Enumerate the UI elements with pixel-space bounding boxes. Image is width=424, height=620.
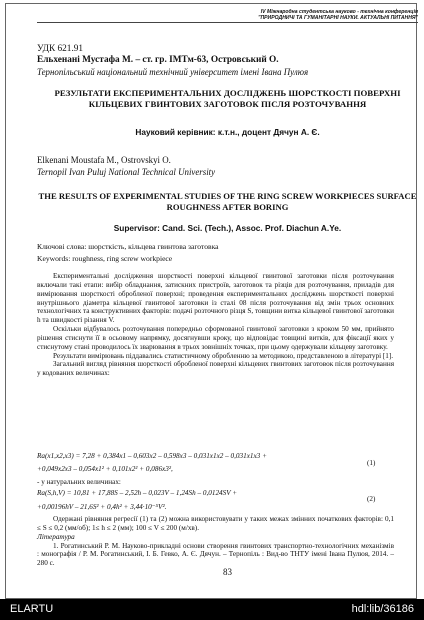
- equation-2-number: (2): [367, 495, 376, 503]
- header-rule: [37, 22, 418, 23]
- footer-repository-name: ELARTU: [10, 603, 54, 615]
- article-body: [37, 272, 394, 378]
- equation-1-line-1: [37, 452, 394, 460]
- keywords-ua: Ключові слова: шорсткість, кільцева гвинтова заготовка: [37, 242, 219, 251]
- paragraph: Оскільки відбувалось розточування попередньо сформованої гвинтової заготовки з кроком 50 мм, прийнято рішення стиснути її в осьовому напрямку, досягнувши кроку, що відповідає товщині витків, для фіксації яких у стиснутому стані проводилось їх зварювання в трьох зовнішніх точках, при цьому одержували кільцеву заготовку.: [37, 325, 394, 351]
- supervisor-ua: Науковий керівник: к.т.н., доцент Дячун А. Є.: [135, 127, 320, 137]
- equation-1-line-2: [37, 459, 394, 473]
- natural-units-intro: - у натуральних величинах:: [37, 478, 121, 486]
- repository-footer: [0, 599, 424, 620]
- author-en: Elkenani Moustafa M., Ostrovskyi O.: [37, 155, 171, 165]
- affiliation-ua: Тернопільський національний технічний університет імені Івана Пулюя: [37, 67, 309, 77]
- equation-text: +0,049x2x3 – 0,054x1² + 0,101x2² + 0,086x3²,: [37, 465, 173, 473]
- page-number: 83: [223, 567, 232, 577]
- equation-1-number: (1): [367, 459, 376, 467]
- reference-item: 1. Рогатинський Р. М. Науково-прикладні основи створення гвинтових транспортно-технологічних механізмів : монографія / Р. М. Рогатинський, І. Б. Гевко, А. Є. Дячун. – Тернопіль : Вид-во ТНТУ імені Івана Пулюя, 2014. – 280 с.: [37, 541, 394, 568]
- equation-text: +0,00196hV – 21,6S² + 0,4h² + 3,44·10⁻⁵V².: [37, 503, 167, 511]
- conference-line-2: "ПРИРОДНИЧІ ТА ГУМАНІТАРНІ НАУКИ. АКТУАЛЬНІ ПИТАННЯ": [258, 15, 418, 21]
- equation-text: Ra(S,h,V) = 10,81 + 17,88S – 2,52h – 0,023V – 1,24Sh – 0,0124SV +: [37, 489, 238, 497]
- conference-header: [37, 9, 418, 21]
- supervisor-en: Supervisor: Cand. Sci. (Tech.), Assoc. Prof. Diachun A.Ye.: [113, 223, 342, 233]
- conference-line-1: IV Міжнародна студентська науково - технічна конференція: [260, 9, 418, 15]
- title-en: THE RESULTS OF EXPERIMENTAL STUDIES OF THE RING SCREW WORKPIECES SURFACE ROUGHNESS AFTER BORING: [38, 191, 417, 212]
- equation-2-line-1: [37, 489, 394, 497]
- paragraph: Результати вимірювань піддавались статистичному обробленню за методикою, представленою в літературі [1].: [53, 351, 394, 360]
- equation-text: Ra(x1,x2,x3) = 7,28 + 0,384x1 – 0,603x2 – 0,598x3 – 0,031x1x2 – 0,031x1x3 +: [37, 452, 267, 460]
- author-ua: Ельхенані Мустафа М. – ст. гр. ІМТм-63, Островський О.: [37, 55, 279, 65]
- keywords-en: Keywords: roughness, ring screw workpiece: [37, 254, 173, 263]
- udk-code: УДК 621.91: [37, 44, 84, 54]
- title-ua: РЕЗУЛЬТАТИ ЕКСПЕРИМЕНТАЛЬНИХ ДОСЛІДЖЕНЬ ШОРСТКОСТІ ПОВЕРХНІ КІЛЬЦЕВИХ ГВИНТОВИХ ЗАГОТОВОК ПІСЛЯ РОЗТОЧУВАННЯ: [54, 88, 401, 109]
- closing-section: [37, 515, 394, 568]
- literature-heading: Література: [37, 532, 75, 541]
- paragraph: Експериментальні дослідження шорсткості поверхні кільцевої гвинтової заготовки після розточування включали такі етапи: вибір обладнання, затискних пристроїв, заготовок та різців для розточування, приладів для вимірювання шорсткості обробленої поверхні; проведення експериментальних досліджень шорсткості поверхні внутрішнього діаметра кільцевої гвинтової заготовки із сталі 08 після розточування від змін трьох основних технологічних та конструктивних факторів: подачі розточного різця S, товщини витка кільцевої гвинтової заготовки h та швидкості різання V.: [37, 272, 394, 325]
- footer-handle: hdl:lib/36186: [351, 603, 414, 615]
- affiliation-en: Ternopil Ivan Puluj National Technical University: [37, 167, 216, 177]
- paragraph: Загальний вигляд рівняння шорсткості обробленої поверхні кільцевих гвинтових заготовок після розточування у кодованих величинах:: [37, 360, 394, 378]
- page-border: [5, 3, 417, 599]
- equation-2-line-2: [37, 495, 394, 511]
- closing-paragraph: Одержані рівняння регресії (1) та (2) можна використовувати у таких межах змінних початкових факторів: 0,1 ≤ S ≤ 0,2 (мм/об); 1≤ h ≤ 2 (мм); 100 ≤ V ≤ 200 (м/хв).: [37, 515, 394, 532]
